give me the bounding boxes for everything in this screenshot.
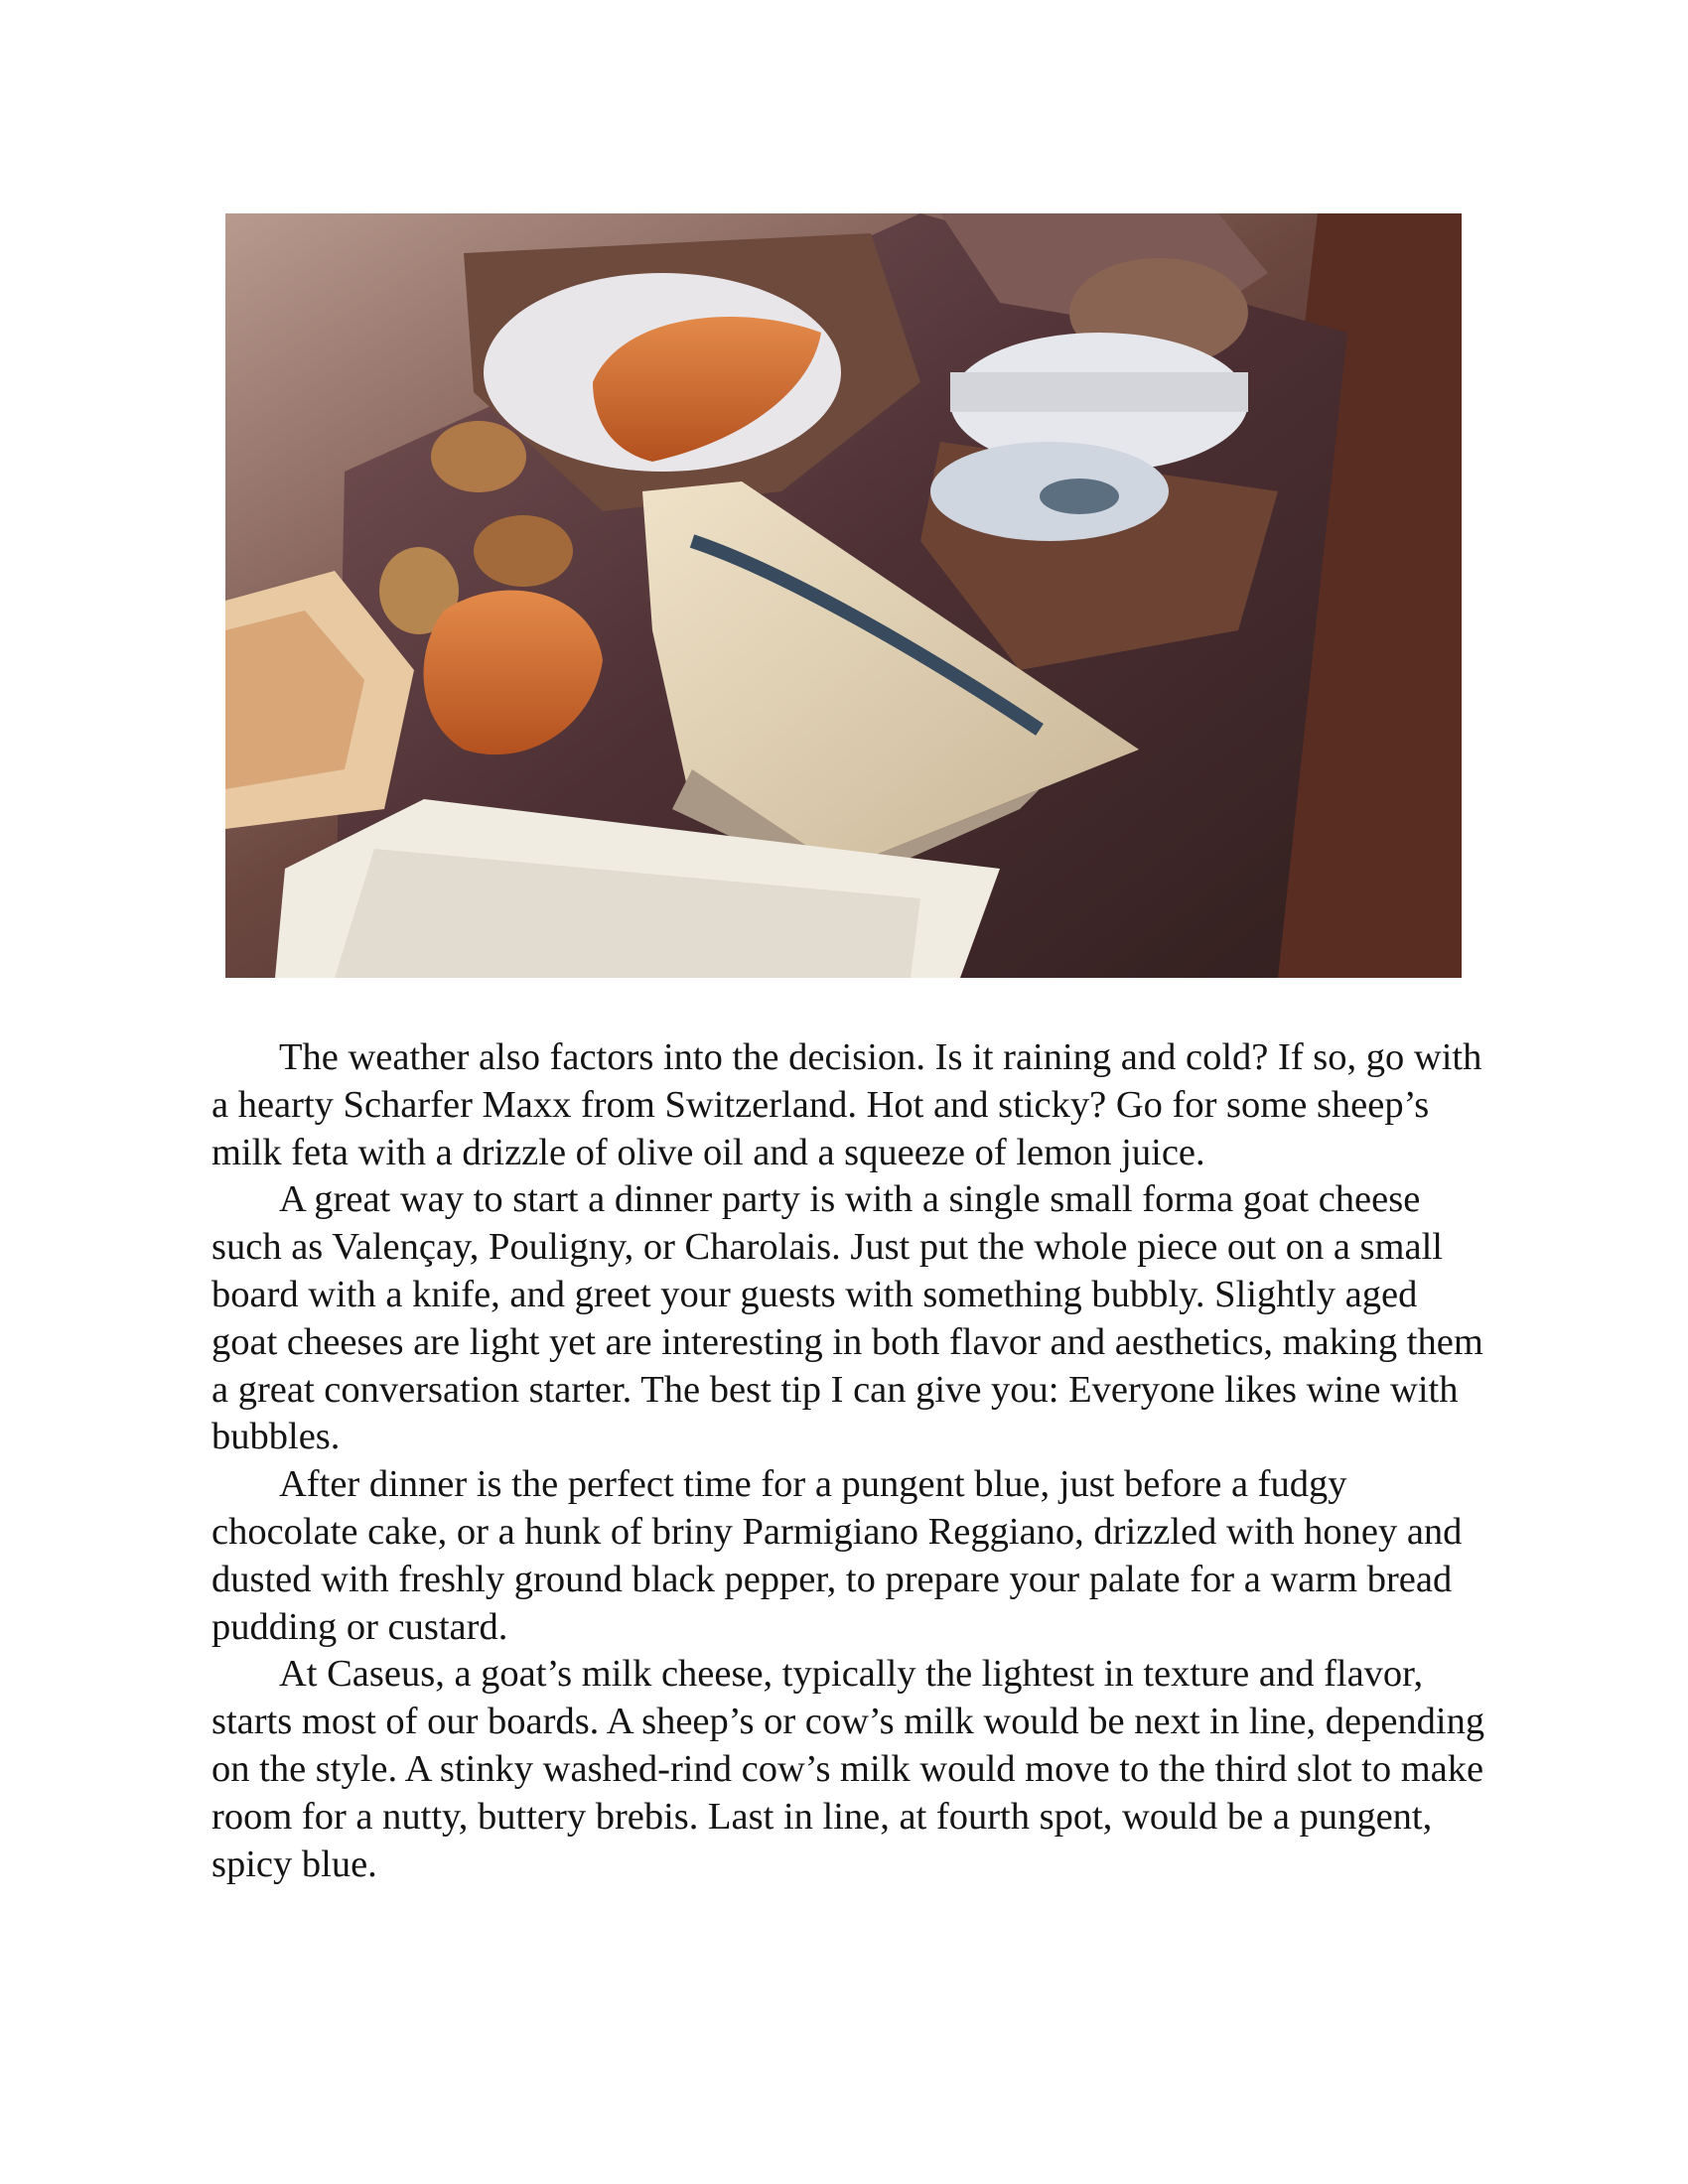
paragraph-dinner-party: A great way to start a dinner party is with a single small forma goat cheese such as Valençay, Pouligny, or Charolais. Just put the whole piece out on a small board with a knife, and greet your guests with something bubbly. Slightly aged goat cheeses are light yet are interesting in both flavor and aesthetics, making them a great conversation starter. The best tip I can give you: Everyone likes wine with bubbles.	[211, 1178, 1483, 1458]
cheese-board-photo	[225, 213, 1462, 978]
paragraph-weather: The weather also factors into the decision. Is it raining and cold? If so, go with a hearty Scharfer Maxx from Switzerland. Hot and sticky? Go for some sheep’s milk feta with a drizzle of olive oil and a squeeze of lemon juice.	[211, 1036, 1482, 1173]
paragraph-caseus-order: At Caseus, a goat’s milk cheese, typically the lightest in texture and flavor, starts most of our boards. A sheep’s or cow’s milk would be next in line, depending on the style. A stinky washed-rind cow’s milk would move to the third slot to make room for a nutty, buttery brebis. Last in line, at fourth spot, would be a pungent, spicy blue.	[211, 1653, 1485, 1885]
body-text	[211, 1034, 1492, 1888]
cheese-board-photo-icon	[225, 213, 1462, 978]
paragraph-after-dinner: After dinner is the perfect time for a pungent blue, just before a fudgy chocolate cake, or a hunk of briny Parmigiano Reggiano, drizzled with honey and dusted with freshly ground black pepper, to prepare your palate for a warm bread pudding or custard.	[211, 1463, 1463, 1648]
